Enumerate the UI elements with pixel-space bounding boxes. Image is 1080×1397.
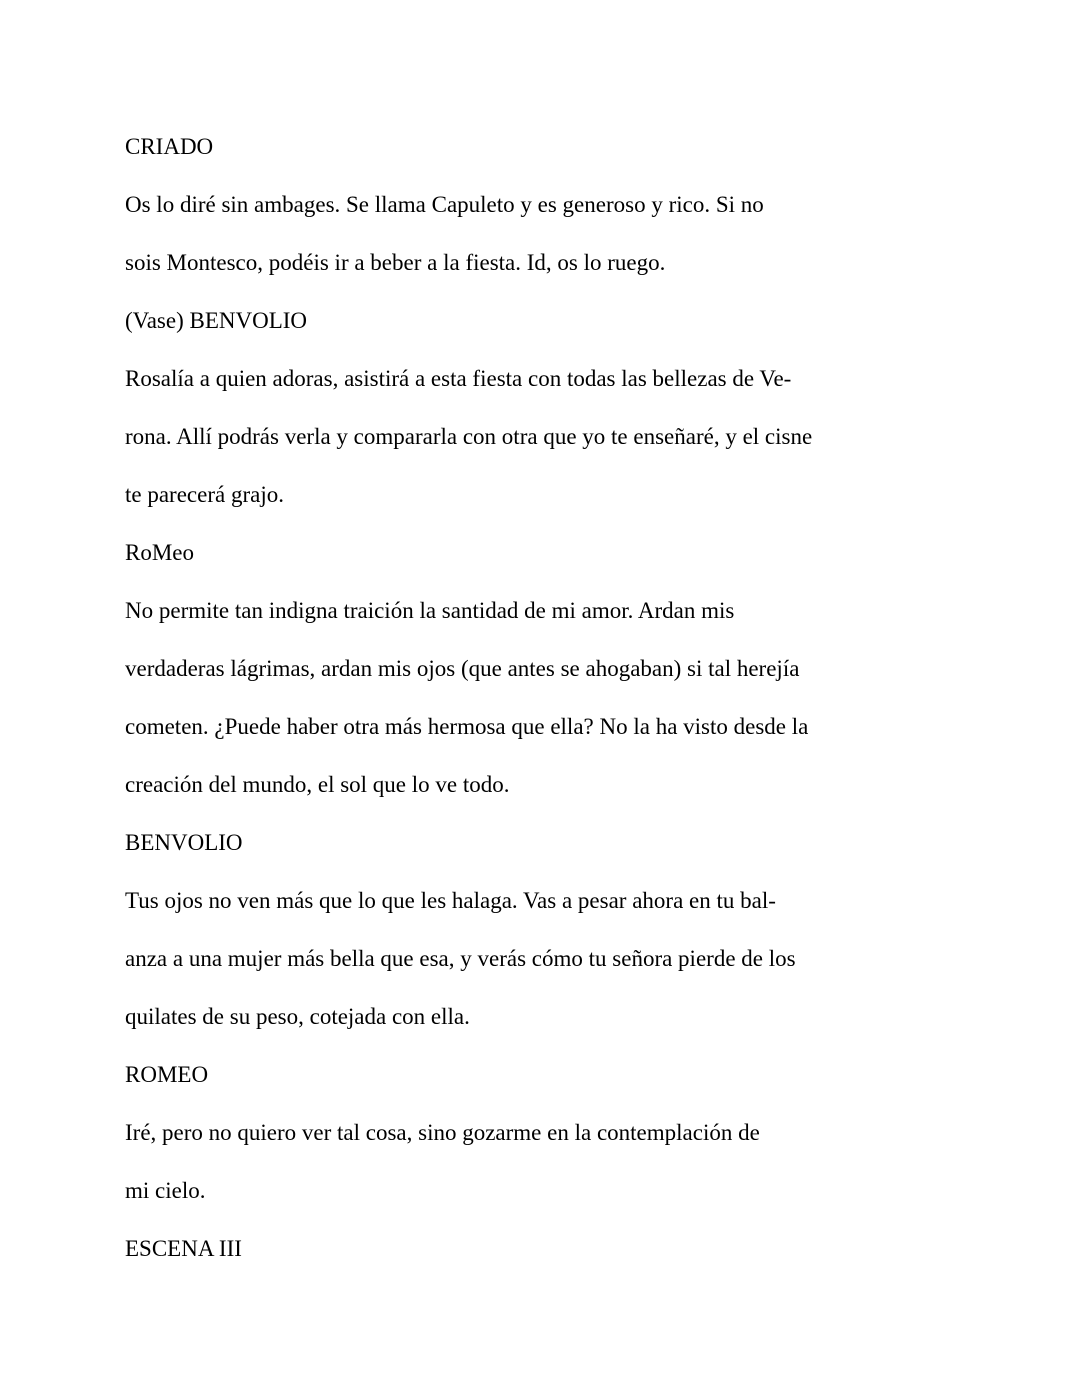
text-line: Rosalía a quien adoras, asistirá a esta fiesta con todas las bellezas de Ve- bbox=[125, 366, 792, 391]
text-line: rona. Allí podrás verla y compararla con otra que yo te enseñaré, y el cisne bbox=[125, 424, 813, 449]
speaker-line: CRIADO bbox=[125, 134, 214, 159]
text-line: No permite tan indigna traición la santidad de mi amor. Ardan mis bbox=[125, 598, 735, 623]
text-line: Os lo diré sin ambages. Se llama Capuleto y es generoso y rico. Si no bbox=[125, 192, 764, 217]
text-line: Iré, pero no quiero ver tal cosa, sino gozarme en la contemplación de bbox=[125, 1120, 760, 1145]
speaker-line: BENVOLIO bbox=[125, 830, 243, 855]
speaker-line: ROMEO bbox=[125, 1062, 209, 1087]
scene-heading-line: ESCENA III bbox=[125, 1236, 242, 1261]
text-line: mi cielo. bbox=[125, 1178, 206, 1203]
text-line: creación del mundo, el sol que lo ve todo. bbox=[125, 772, 510, 797]
text-line: anza a una mujer más bella que esa, y verás cómo tu señora pierde de los bbox=[125, 946, 796, 971]
document-text-column bbox=[125, 118, 980, 1278]
text-line: sois Montesco, podéis ir a beber a la fiesta. Id, os lo ruego. bbox=[125, 250, 666, 275]
speaker-line: (Vase) BENVOLIO bbox=[125, 308, 308, 333]
text-line: cometen. ¿Puede haber otra más hermosa que ella? No la ha visto desde la bbox=[125, 714, 809, 739]
speaker-line: RoMeo bbox=[125, 540, 194, 565]
text-line: Tus ojos no ven más que lo que les halaga. Vas a pesar ahora en tu bal- bbox=[125, 888, 776, 913]
text-line: quilates de su peso, cotejada con ella. bbox=[125, 1004, 470, 1029]
text-line: te parecerá grajo. bbox=[125, 482, 284, 507]
text-line: verdaderas lágrimas, ardan mis ojos (que antes se ahogaban) si tal herejía bbox=[125, 656, 800, 681]
